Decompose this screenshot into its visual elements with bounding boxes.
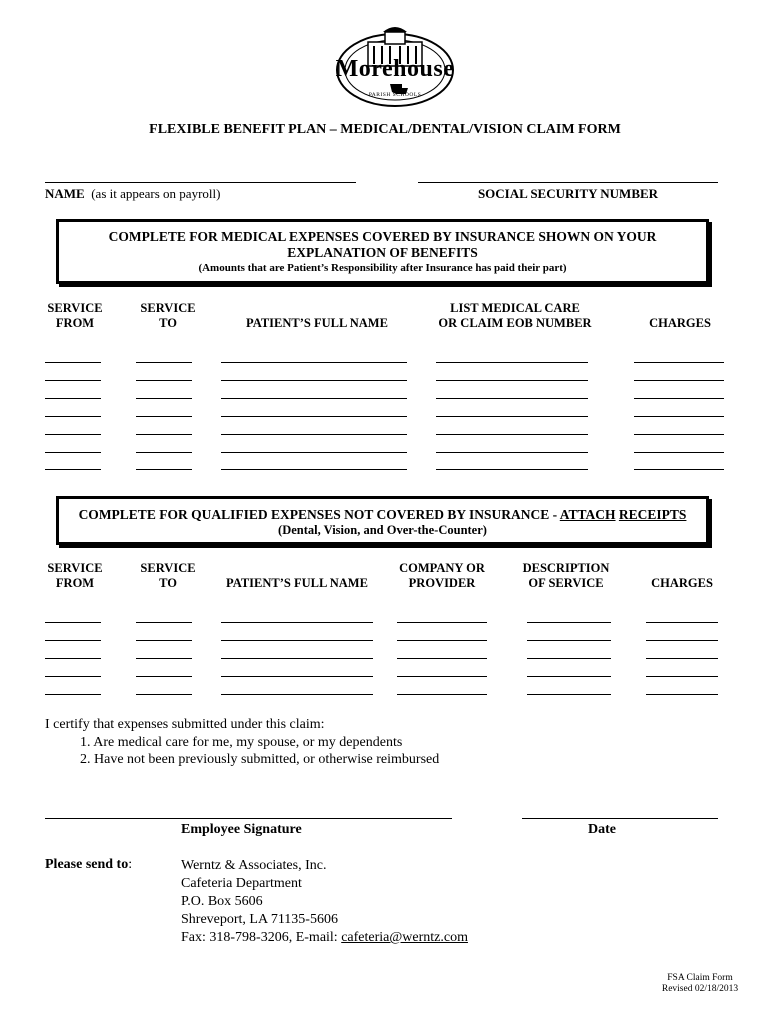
- form-title: FLEXIBLE BENEFIT PLAN – MEDICAL/DENTAL/VISION CLAIM FORM: [149, 122, 621, 137]
- ssn-field-line[interactable]: [418, 182, 718, 183]
- certification-item-2: 2. Have not been previously submitted, or otherwise reimbursed: [80, 752, 440, 767]
- s2-col-service-from: SERVICE FROM: [47, 561, 103, 590]
- certification-item-1: 1. Are medical care for me, my spouse, or my dependents: [80, 735, 403, 750]
- s1-col-medical-care: LIST MEDICAL CARE OR CLAIM EOB NUMBER: [438, 301, 592, 330]
- attach-underlined: ATTACH: [559, 507, 616, 522]
- section1-subheading: (Amounts that are Patient’s Responsibility after Insurance has paid their part): [198, 262, 567, 274]
- s1-col-service-to: SERVICE TO: [140, 301, 196, 330]
- section1-heading-box: [56, 219, 709, 284]
- name-field-line[interactable]: [45, 182, 356, 183]
- date-label: Date: [588, 822, 616, 837]
- send-to-label: Please send to: [45, 857, 129, 872]
- footer-block: [645, 973, 755, 995]
- certification-intro: I certify that expenses submitted under this claim:: [45, 717, 325, 732]
- s1-col-service-from: SERVICE FROM: [47, 301, 103, 330]
- logo-subtitle: PARISH SCHOOLS: [368, 92, 422, 98]
- ssn-label: SOCIAL SECURITY NUMBER: [477, 186, 659, 201]
- fax-email-line: [181, 929, 468, 947]
- section1-heading-line2: EXPLANATION OF BENEFITS: [287, 245, 478, 260]
- s2-col-description: DESCRIPTION OF SERVICE: [522, 561, 610, 590]
- section2-heading: COMPLETE FOR QUALIFIED EXPENSES NOT COVERED BY INSURANCE - ATTACH RECEIPTS: [78, 507, 687, 522]
- morehouse-logo: [310, 22, 480, 108]
- receipts-underlined: RECEIPTS: [618, 507, 687, 522]
- address-line-3: P.O. Box 5606: [181, 894, 263, 909]
- address-line-2: Cafeteria Department: [181, 876, 302, 891]
- name-hint: (as it appears on payroll): [91, 186, 221, 201]
- date-line[interactable]: [522, 818, 718, 819]
- s1-col-charges: CHARGES: [649, 316, 711, 330]
- employee-signature-line[interactable]: [45, 818, 452, 819]
- s2-col-company: COMPANY OR PROVIDER: [399, 561, 485, 590]
- logo-name: Morehouse: [335, 56, 455, 82]
- footer-revised: Revised 02/18/2013: [661, 984, 739, 994]
- name-label-row: [45, 186, 220, 202]
- address-line-1: Werntz & Associates, Inc.: [181, 858, 327, 873]
- section1-heading-line1: COMPLETE FOR MEDICAL EXPENSES COVERED BY INSURANCE SHOWN ON YOUR: [108, 229, 657, 244]
- s2-col-patient: PATIENT’S FULL NAME: [226, 576, 368, 590]
- name-label: NAME: [45, 186, 85, 201]
- send-to-colon: :: [128, 857, 133, 872]
- address-block: [181, 857, 468, 947]
- fax-number: Fax: 318-798-3206, E-mail:: [181, 930, 342, 945]
- email-link[interactable]: cafeteria@werntz.com: [341, 930, 468, 945]
- employee-signature-label: Employee Signature: [181, 822, 302, 837]
- s2-col-service-to: SERVICE TO: [140, 561, 196, 590]
- section2-subheading: (Dental, Vision, and Over-the-Counter): [278, 523, 487, 537]
- send-to-label-row: [45, 857, 132, 873]
- s1-col-patient: PATIENT’S FULL NAME: [246, 316, 388, 330]
- s2-col-charges: CHARGES: [651, 576, 713, 590]
- footer-form-name: FSA Claim Form: [667, 973, 733, 983]
- section2-heading-box: [56, 496, 709, 545]
- address-line-4: Shreveport, LA 71135-5606: [181, 912, 338, 927]
